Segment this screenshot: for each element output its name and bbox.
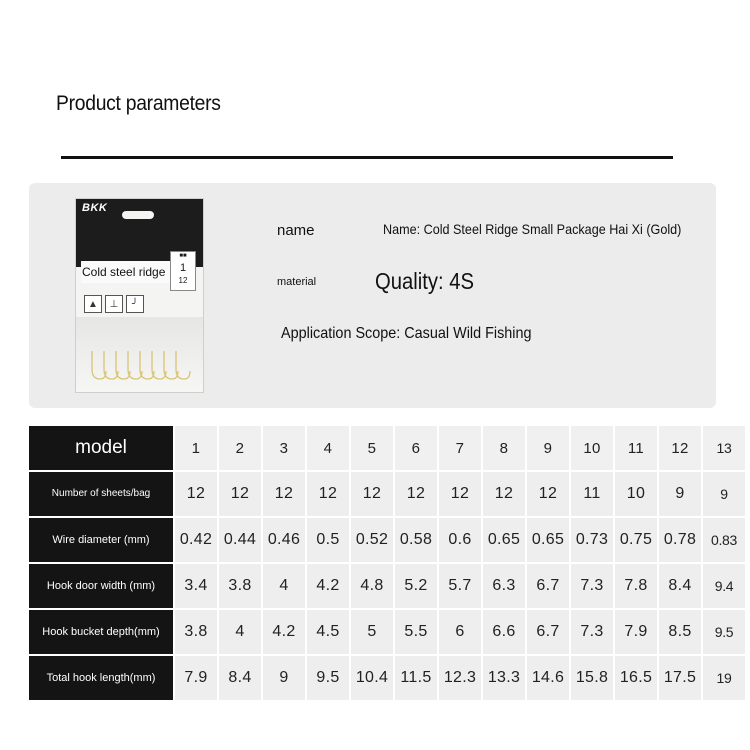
model-cell: 2 — [219, 426, 261, 470]
table-cell: 17.5 — [659, 656, 701, 700]
hook-point-icon: ⊥ — [105, 295, 123, 313]
model-cell: 4 — [307, 426, 349, 470]
table-cell: 7.8 — [615, 564, 657, 608]
table-cell: 0.78 — [659, 518, 701, 562]
row-label: Total hook length(mm) — [29, 656, 173, 700]
model-cell: 10 — [571, 426, 613, 470]
count-number: 12 — [178, 276, 188, 285]
table-cell: 6.3 — [483, 564, 525, 608]
table-cell: 12 — [395, 472, 437, 516]
row-label: Hook bucket depth(mm) — [29, 610, 173, 654]
table-cell: 4 — [219, 610, 261, 654]
brand-logo: BKK — [82, 202, 108, 214]
table-row — [29, 610, 745, 654]
table-cell: 3.4 — [175, 564, 217, 608]
table-cell: 15.8 — [571, 656, 613, 700]
table-cell: 5.2 — [395, 564, 437, 608]
table-cell: 4.2 — [307, 564, 349, 608]
package-label: Cold steel ridge — [81, 261, 176, 283]
application-scope: Application Scope: Casual Wild Fishing — [281, 325, 532, 342]
table-cell: 7.3 — [571, 610, 613, 654]
table-cell: 12 — [263, 472, 305, 516]
table-cell: 7.3 — [571, 564, 613, 608]
page-title: Product parameters — [56, 92, 221, 115]
table-row — [29, 472, 745, 516]
model-cell: 8 — [483, 426, 525, 470]
table-cell: 12 — [527, 472, 569, 516]
table-cell: 8.4 — [659, 564, 701, 608]
model-cell: 9 — [527, 426, 569, 470]
model-cell: 11 — [615, 426, 657, 470]
table-cell: 0.83 — [703, 518, 745, 562]
table-cell: 6.7 — [527, 564, 569, 608]
table-cell: 4.8 — [351, 564, 393, 608]
table-cell: 12 — [439, 472, 481, 516]
model-header: model — [29, 426, 173, 470]
material-label: material — [277, 276, 317, 288]
table-cell: 6 — [439, 610, 481, 654]
table-cell: 11.5 — [395, 656, 437, 700]
package-size-tag: ■■ 1 12 — [170, 251, 196, 291]
row-label: Wire diameter (mm) — [29, 518, 173, 562]
table-cell: 0.42 — [175, 518, 217, 562]
table-cell: 11 — [571, 472, 613, 516]
quality-value: Quality: 4S — [375, 268, 474, 294]
table-cell: 0.52 — [351, 518, 393, 562]
table-cell: 6.7 — [527, 610, 569, 654]
table-cell: 12 — [219, 472, 261, 516]
table-cell: 10.4 — [351, 656, 393, 700]
table-header-row — [29, 426, 745, 470]
table-cell: 14.6 — [527, 656, 569, 700]
name-value: Name: Cold Steel Ridge Small Package Hai Xi (Gold) — [383, 221, 682, 237]
model-cell: 5 — [351, 426, 393, 470]
table-cell: 9 — [703, 472, 745, 516]
product-package-image — [75, 198, 204, 393]
table-cell: 0.5 — [307, 518, 349, 562]
table-cell: 0.6 — [439, 518, 481, 562]
table-cell: 0.65 — [483, 518, 525, 562]
table-cell: 0.73 — [571, 518, 613, 562]
table-cell: 3.8 — [175, 610, 217, 654]
table-row — [29, 656, 745, 700]
model-cell: 3 — [263, 426, 305, 470]
hooks-illustration — [86, 347, 196, 387]
table-cell: 5 — [351, 610, 393, 654]
table-cell: 0.44 — [219, 518, 261, 562]
model-cell: 7 — [439, 426, 481, 470]
model-cell: 12 — [659, 426, 701, 470]
table-cell: 19 — [703, 656, 745, 700]
name-label: name — [277, 222, 315, 239]
table-cell: 3.8 — [219, 564, 261, 608]
table-cell: 12.3 — [439, 656, 481, 700]
table-cell: 0.75 — [615, 518, 657, 562]
table-cell: 12 — [175, 472, 217, 516]
table-cell: 9.4 — [703, 564, 745, 608]
table-cell: 0.65 — [527, 518, 569, 562]
table-cell: 8.4 — [219, 656, 261, 700]
table-cell: 4 — [263, 564, 305, 608]
model-cell: 1 — [175, 426, 217, 470]
table-cell: 5.5 — [395, 610, 437, 654]
table-cell: 7.9 — [175, 656, 217, 700]
model-cell: 13 — [703, 426, 745, 470]
table-cell: 9.5 — [307, 656, 349, 700]
table-cell: 7.9 — [615, 610, 657, 654]
package-feature-icons — [84, 295, 144, 313]
table-cell: 16.5 — [615, 656, 657, 700]
table-cell: 13.3 — [483, 656, 525, 700]
table-row — [29, 518, 745, 562]
row-label: Number of sheets/bag — [29, 472, 173, 516]
table-cell: 4.5 — [307, 610, 349, 654]
table-cell: 0.46 — [263, 518, 305, 562]
table-cell: 12 — [483, 472, 525, 516]
table-cell: 10 — [615, 472, 657, 516]
table-cell: 8.5 — [659, 610, 701, 654]
table-cell: 6.6 — [483, 610, 525, 654]
barb-icon: ╯ — [126, 295, 144, 313]
model-cell: 6 — [395, 426, 437, 470]
table-cell: 0.58 — [395, 518, 437, 562]
table-cell: 4.2 — [263, 610, 305, 654]
shield-icon: ▲ — [84, 295, 102, 313]
spec-table — [27, 424, 747, 702]
table-cell: 12 — [351, 472, 393, 516]
title-divider — [61, 156, 673, 159]
table-cell: 9 — [659, 472, 701, 516]
size-number: 1 — [179, 262, 187, 274]
table-row — [29, 564, 745, 608]
table-cell: 5.7 — [439, 564, 481, 608]
table-cell: 9 — [263, 656, 305, 700]
table-cell: 9.5 — [703, 610, 745, 654]
row-label: Hook door width (mm) — [29, 564, 173, 608]
hang-hole — [122, 211, 154, 219]
table-cell: 12 — [307, 472, 349, 516]
